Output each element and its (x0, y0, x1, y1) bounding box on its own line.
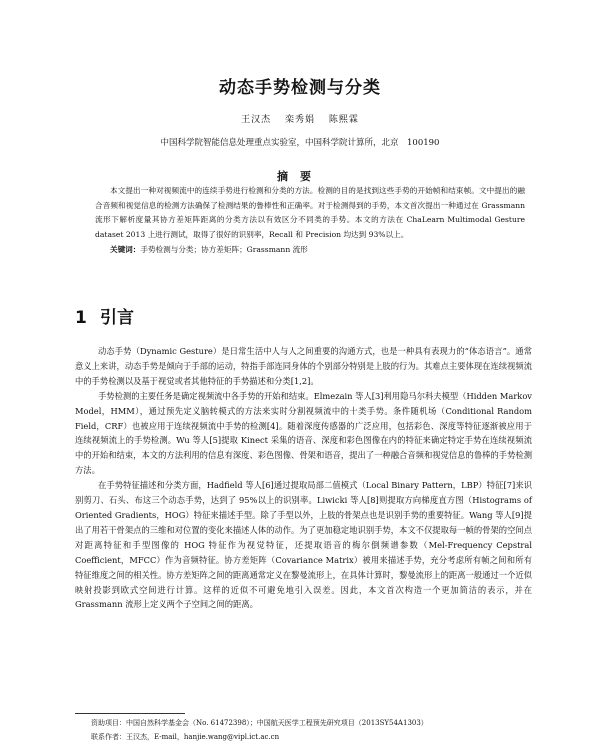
abstract-block (95, 184, 525, 258)
abstract-heading: 摘要 (277, 170, 323, 183)
paper-title: 动态手势检测与分类 (219, 78, 381, 98)
section-title: 引言 (100, 308, 134, 328)
section-heading (75, 303, 134, 328)
footnotes (91, 716, 428, 744)
footnote-divider (75, 713, 185, 714)
keywords-text: 手势检测与分类；协方差矩阵；Grassmann 流形 (140, 244, 308, 254)
paragraph: 在手势特征描述和分类方面，Hadfield 等人[6]通过提取局部二值模式（Local Binary Pattern，LBP）特征[7]来识别剪刀、石头、布这三个动态手势，达到了 95%以上的识别率。Liwicki 等人[8]则提取方向梯度直方图（Histograms of Oriented Gradients，HOG）特征来描述手型。除了手型以外，上肢的骨架点也是识别手势的重要特征。Wang 等人[9]提出了用若干骨架点的三维和对位置的变化来描述人体的动作。为了更加稳定地识别手势，本文不仅提取每一帧的骨架的空间点对距离特征和手型图像的 HOG 特征作为视觉特征，还提取语音的梅尔倒频谱参数（Mel-Frequency Cepstral Coefficient，MFCC）作为音频特征。协方差矩阵（Covariance Matrix）被用来描述手势，充分考虑所有帧之间和所有特征维度之间的相关性。协方差矩阵之间的距离通常定义在黎曼流形上，在具体计算时，黎曼流形上的距离一般通过一个近似映射投影到欧式空间进行计算。这样的近似不可避免地引入误差。因此，本文首次构造一个更加简洁的表示，并在 Grassmann 流形上定义两个子空间之间的距离。 (75, 480, 532, 610)
footnote-contact: 联系作者：王汉杰，E-mail，hanjie.wang@vipl.ict.ac.cn (91, 733, 280, 741)
author-list: 王汉杰 栾秀娟 陈熙霖 (241, 115, 359, 125)
affiliation: 中国科学院智能信息处理重点实验室，中国科学院计算所，北京 100190 (160, 138, 440, 148)
section-number: 1 (75, 308, 87, 328)
abstract-text: 本文提出一种对视频流中的连续手势进行检测和分类的方法。检测的目的是找到这些手势的开始帧和结束帧。文中提出的融合音频和视觉信息的检测方法确保了检测结果的鲁棒性和正确率。对于检测得到的手势，本文首次提出一种通过在 Grassmann 流形下解析度量其协方差矩阵距离的分类方法以有效区分不同类的手势。本文的方法在 ChaLearn Multimodal Gesture dataset 2013 上进行测试，取得了很好的识别率，Recall 和 Precision 均达到 93%以上。 (95, 186, 525, 240)
paragraph: 手势检测的主要任务是确定视频流中各手势的开始和结束。Elmezain 等人[3]利用隐马尔科夫模型（Hidden Markov Model，HMM），通过预先定义脑转模式的方法来实时分割视频流中的十类手势。条件随机场（Conditional Random Field，CRF）也被应用于连续视频流中手势的检测[4]。随着深度传感器的广泛应用，包括彩色、深度等特征逐渐被应用于连续视频流上的手势检测。Wu 等人[5]提取 Kinect 采集的语音、深度和彩色图像在内的特征来确定特定手势在连续视频流中的开始和结束，本文的方法利用的信息有深度、彩色图像、骨架和语音，提出了一种融合音频和视觉信息的鲁棒的手势检测方法。 (75, 390, 532, 476)
keywords-line (95, 243, 525, 258)
footnote-funding: 资助项目：中国自然科学基金会（No. 61472398）；中国航天医学工程预先研究项目（2013SY54A1303） (91, 719, 428, 727)
paragraph: 动态手势（Dynamic Gesture）是日常生活中人与人之间重要的沟通方式，也是一种具有表现力的“体态语言”。通常意义上来讲，动态手势是倾向于手部的运动，特指手部连同身体的个别部分特别是上肢的行为。其难点主要体现在连续视频流中的手势检测以及基于视觉或者其他特征的手势描述和分类[1,2]。 (75, 346, 532, 386)
section-body (75, 344, 532, 612)
keywords-label: 关键词： (110, 244, 141, 254)
